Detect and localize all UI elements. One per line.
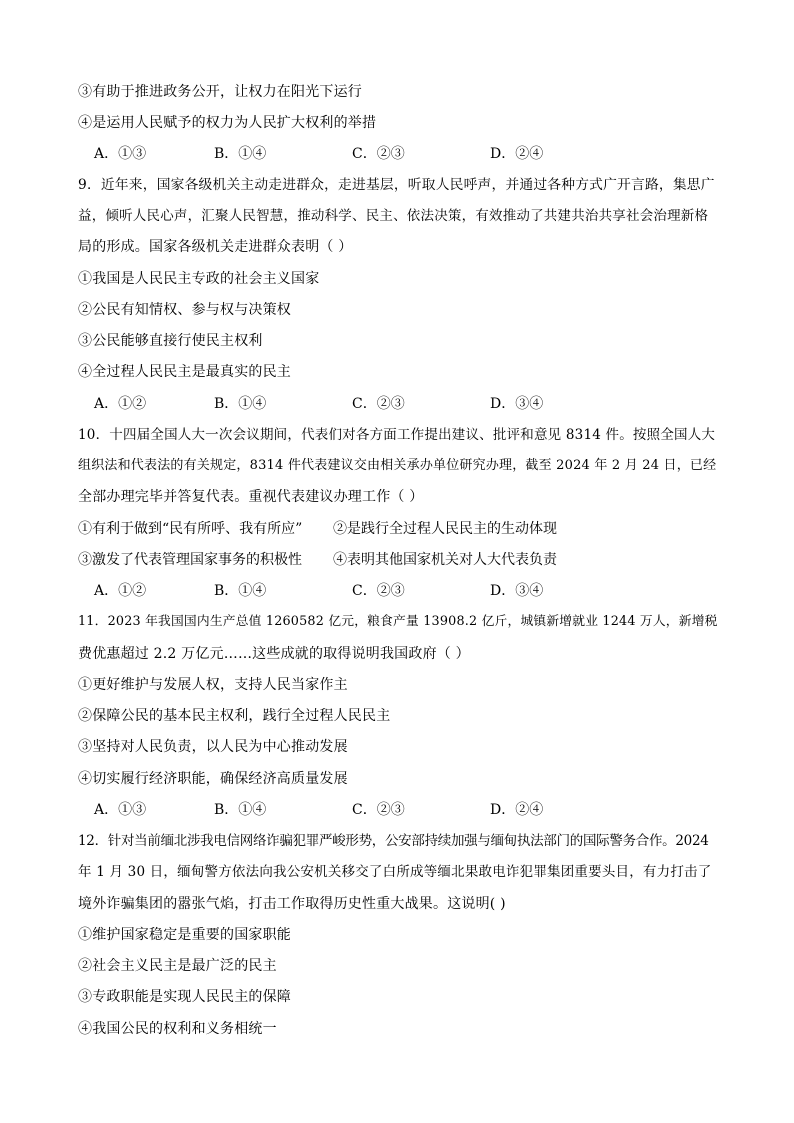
q9-item-4: ④全过程人民民主是最真实的民主 — [78, 364, 291, 380]
q12-item-1: ①维护国家稳定是重要的国家职能 — [78, 927, 291, 943]
q10-item-2: ②是践行全过程人民民主的生动体现 — [333, 521, 557, 537]
q8-option-d: D．②④ — [490, 146, 544, 162]
q11-stem-line-2: 费优惠超过 2.2 万亿元……这些成就的取得说明我国政府（ ） — [78, 646, 470, 662]
q12-stem-line-2: 年 1 月 30 日，缅甸警方依法向我公安机关移交了白所成等缅北果敢电诈犯罪集团重要头目，有力打击了 — [78, 864, 712, 880]
q9-stem-line-2: 益，倾听人民心声，汇聚人民智慧，推动科学、民主、依法决策，有效推动了共建共治共享社会治理新格 — [78, 208, 709, 224]
q8-item-3: ③有助于推进政务公开，让权力在阳光下运行 — [78, 84, 362, 100]
q11-option-b: B．①④ — [214, 802, 267, 818]
q8-item-4: ④是运用人民赋予的权力为人民扩大权利的举措 — [78, 115, 377, 131]
q12-item-3: ③专政职能是实现人民民主的保障 — [78, 989, 291, 1005]
q8-option-b: B．①④ — [214, 146, 267, 162]
q12-stem-line-3: 境外诈骗集团的嚣张气焰，打击工作取得历史性重大战果。这说明( ) — [78, 896, 506, 912]
q12-stem-line-1: 12．针对当前缅北涉我电信网络诈骗犯罪严峻形势，公安部持续加强与缅甸执法部门的国际警务合作。2024 — [78, 833, 709, 849]
q12-item-4: ④我国公民的权利和义务相统一 — [78, 1021, 277, 1037]
q10-stem-line-1: 10．十四届全国人大一次会议期间，代表们对各方面工作提出建议、批评和意见 8314 件。按照全国人大 — [78, 427, 716, 443]
q11-item-1: ①更好维护与发展人权，支持人民当家作主 — [78, 677, 348, 693]
q10-option-d: D．③④ — [490, 583, 544, 599]
q9-option-d: D．③④ — [490, 396, 544, 412]
q8-option-c: C．②③ — [352, 146, 405, 162]
q9-item-1: ①我国是人民民主专政的社会主义国家 — [78, 271, 320, 287]
q8-option-a: A．①③ — [94, 146, 147, 162]
q11-item-3: ③坚持对人民负责，以人民为中心推动发展 — [78, 739, 348, 755]
q10-stem-line-2: 组织法和代表法的有关规定，8314 件代表建议交由相关承办单位研究办理，截至 2024 年 2 月 24 日，已经 — [78, 458, 717, 473]
q9-option-a: A．①② — [94, 396, 147, 412]
q11-item-4: ④切实履行经济职能，确保经济高质量发展 — [78, 771, 348, 787]
q10-item-1: ①有利于做到“民有所呼、我有所应” — [78, 521, 303, 537]
q11-option-a: A．①③ — [94, 802, 147, 818]
q9-item-2: ②公民有知情权、参与权与决策权 — [78, 302, 291, 318]
q10-option-c: C．②③ — [352, 583, 405, 599]
q10-option-a: A．①② — [94, 583, 147, 599]
q10-stem-line-3: 全部办理完毕并答复代表。重视代表建议办理工作（ ） — [78, 489, 424, 505]
q10-option-b: B．①④ — [214, 583, 267, 599]
q12-item-2: ②社会主义民主是最广泛的民主 — [78, 958, 277, 974]
q11-option-c: C．②③ — [352, 802, 405, 818]
q9-stem-line-3: 局的形成。国家各级机关走进群众表明（ ） — [78, 239, 353, 255]
q9-stem-line-1: 9．近年来，国家各级机关主动走进群众，走进基层，听取人民呼声，并通过各种方式广开言路，集思广 — [78, 177, 715, 193]
q9-option-b: B．①④ — [214, 396, 267, 412]
q9-item-3: ③公民能够直接行使民主权利 — [78, 333, 263, 349]
q10-item-4: ④表明其他国家机关对人大代表负责 — [333, 552, 557, 568]
q11-stem-line-1: 11．2023 年我国国内生产总值 1260582 亿元，粮食产量 13908.2 亿斤，城镇新增就业 1244 万人，新增税 — [78, 614, 718, 629]
q10-item-3: ③激发了代表管理国家事务的积极性 — [78, 552, 302, 568]
q11-item-2: ②保障公民的基本民主权利，践行全过程人民民主 — [78, 708, 391, 724]
q11-option-d: D．②④ — [490, 802, 544, 818]
q9-option-c: C．②③ — [352, 396, 405, 412]
